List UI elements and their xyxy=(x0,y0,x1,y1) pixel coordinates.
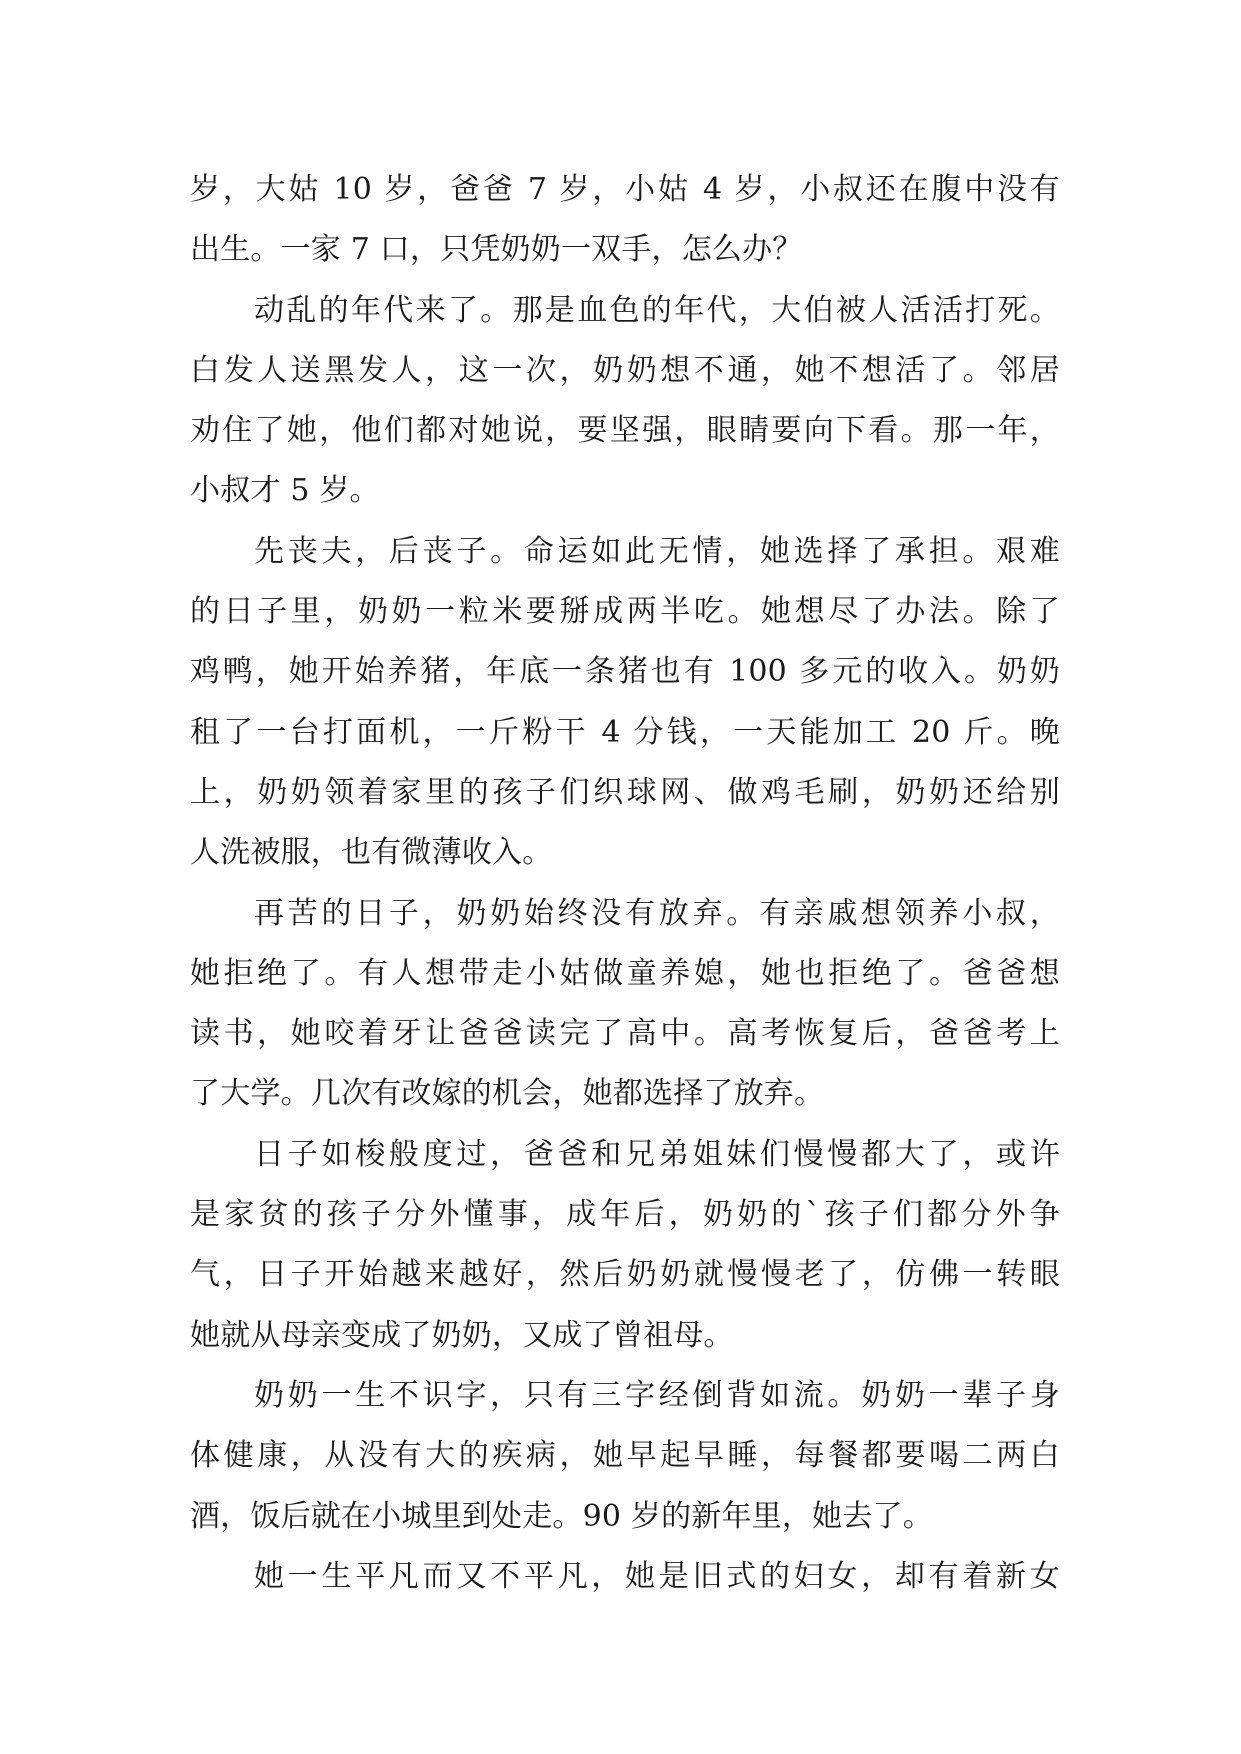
text-line: 人洗被服，也有微薄收入。 xyxy=(190,835,553,871)
text-line: 再苦的日子，奶奶始终没有放弃。有亲戚想领养小叔， xyxy=(254,895,1060,931)
text-line: 上，奶奶领着家里的孩子们织球网、做鸡毛刷，奶奶还给别 xyxy=(190,774,1060,810)
text-line: 小叔才 5 岁。 xyxy=(190,473,380,509)
text-line: 白发人送黑发人，这一次，奶奶想不通，她不想活了。邻居 xyxy=(190,352,1060,388)
text-line: 的日子里，奶奶一粒米要掰成两半吃。她想尽了办法。除了 xyxy=(190,594,1060,630)
text-line: 读书，她咬着牙让爸爸读完了高中。高考恢复后，爸爸考上 xyxy=(190,1016,1060,1052)
text-line: 她就从母亲变成了奶奶，又成了曾祖母。 xyxy=(190,1317,734,1353)
document-body xyxy=(190,160,1060,1607)
text-line: 她拒绝了。有人想带走小姑做童养媳，她也拒绝了。爸爸想 xyxy=(190,955,1060,991)
text-line: 是家贫的孩子分外懂事，成年后，奶奶的`孩子们都分外争 xyxy=(190,1197,1060,1233)
text-line: 出生。一家 7 口，只凭奶奶一双手，怎么办？ xyxy=(190,232,803,268)
text-line: 动乱的年代来了。那是血色的年代，大伯被人活活打死。 xyxy=(254,292,1060,328)
text-line: 奶奶一生不识字，只有三字经倒背如流。奶奶一辈子身 xyxy=(254,1377,1060,1413)
text-line: 先丧夫，后丧子。命运如此无情，她选择了承担。艰难 xyxy=(254,533,1060,569)
text-line: 了大学。几次有改嫁的机会，她都选择了放弃。 xyxy=(190,1076,825,1112)
text-line: 租了一台打面机，一斤粉干 4 分钱，一天能加工 20 斤。晚 xyxy=(190,714,1060,750)
text-line: 鸡鸭，她开始养猪，年底一条猪也有 100 多元的收入。奶奶 xyxy=(190,654,1060,690)
text-line: 日子如梭般度过，爸爸和兄弟姐妹们慢慢都大了，或许 xyxy=(254,1136,1060,1172)
text-line: 劝住了她，他们都对她说，要坚强，眼睛要向下看。那一年， xyxy=(190,413,1060,449)
text-line: 气，日子开始越来越好，然后奶奶就慢慢老了，仿佛一转眼 xyxy=(190,1257,1060,1293)
text-line: 体健康，从没有大的疾病，她早起早睡，每餐都要喝二两白 xyxy=(190,1438,1060,1474)
text-line: 岁，大姑 10 岁，爸爸 7 岁，小姑 4 岁，小叔还在腹中没有 xyxy=(190,172,1060,207)
text-line: 她一生平凡而又不平凡，她是旧式的妇女，却有着新女 xyxy=(254,1558,1060,1594)
text-line: 酒，饭后就在小城里到处走。90 岁的新年里，她去了。 xyxy=(190,1498,933,1534)
